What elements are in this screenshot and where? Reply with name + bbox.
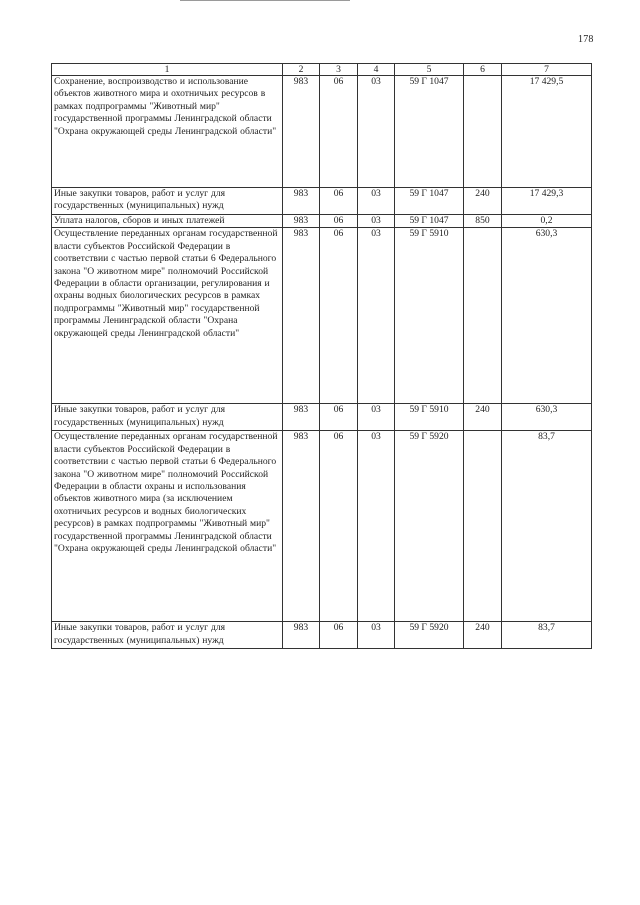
table-row: [52, 622, 592, 649]
row-ministry-code: 983: [283, 215, 320, 228]
row-name-text: Уплата налогов, сборов и иных платежей: [54, 215, 225, 226]
row-expense-type: 240: [464, 188, 502, 215]
row-expense-type: 850: [464, 215, 502, 228]
row-name-cell: [52, 188, 283, 215]
row-name-text: Осуществление переданных органам государственной власти субъектов Российской Федерации в соответствии с частью первой статьи 6 Федерального закона "О животном мире" полномочий Российской Федерации в области охраны и использования объектов животного мира (за исключением охотничьих ресурсов и водных биологических ресурсов) в рамках подпрограммы "Животный мир" государственной программы Ленинградской области "Охрана окружающей среды Ленинградской области": [54, 431, 278, 555]
row-subsection-code: 03: [358, 215, 395, 228]
row-amount: 17 429,5: [502, 76, 592, 188]
row-ministry-code: 983: [283, 404, 320, 431]
row-ministry-code: 983: [283, 228, 320, 404]
row-name-cell: [52, 431, 283, 622]
row-target-article: 59 Г 5910: [395, 228, 464, 404]
table-row: [52, 76, 592, 188]
row-target-article: 59 Г 1047: [395, 76, 464, 188]
row-name-text: Иные закупки товаров, работ и услуг для государственных (муниципальных) нужд: [54, 622, 226, 646]
table-header-row: [52, 64, 592, 76]
row-target-article: 59 Г 1047: [395, 188, 464, 215]
table-row: [52, 228, 592, 404]
budget-table: [51, 63, 592, 649]
row-name-text: Иные закупки товаров, работ и услуг для государственных (муниципальных) нужд: [54, 188, 226, 212]
row-name-text: Сохранение, воспроизводство и использование объектов животного мира и охотничьих ресурсов в рамках подпрограммы "Животный мир" государственной программы Ленинградской области "Охрана окружающей среды Ленинградской области": [54, 76, 277, 137]
row-amount: 630,3: [502, 228, 592, 404]
table-row: [52, 188, 592, 215]
row-section-code: 06: [320, 76, 358, 188]
table-row: [52, 431, 592, 622]
row-ministry-code: 983: [283, 76, 320, 188]
row-section-code: 06: [320, 228, 358, 404]
row-name-text: Осуществление переданных органам государственной власти субъектов Российской Федерации в соответствии с частью первой статьи 6 Федерального закона "О животном мире" полномочий Российской Федерации в области организации, регулирования и охраны водных биологических ресурсов в рамках подпрограммы "Животный мир" государственной программы Ленинградской области "Охрана окружающей среды Ленинградской области": [54, 228, 278, 339]
row-ministry-code: 983: [283, 431, 320, 622]
row-expense-type: 240: [464, 404, 502, 431]
row-target-article: 59 Г 5910: [395, 404, 464, 431]
row-subsection-code: 03: [358, 404, 395, 431]
row-expense-type: [464, 76, 502, 188]
page-number: 178: [578, 34, 594, 45]
row-name-cell: [52, 622, 283, 649]
row-name-cell: [52, 215, 283, 228]
header-cell-col4: 4: [358, 64, 395, 76]
row-section-code: 06: [320, 622, 358, 649]
row-name-cell: [52, 76, 283, 188]
row-section-code: 06: [320, 188, 358, 215]
row-expense-type: [464, 228, 502, 404]
header-cell-col6: 6: [464, 64, 502, 76]
row-amount: 83,7: [502, 622, 592, 649]
row-subsection-code: 03: [358, 431, 395, 622]
header-cell-col5: 5: [395, 64, 464, 76]
row-section-code: 06: [320, 431, 358, 622]
row-name-text: Иные закупки товаров, работ и услуг для государственных (муниципальных) нужд: [54, 404, 226, 428]
row-name-cell: [52, 228, 283, 404]
header-cell-col7: 7: [502, 64, 592, 76]
header-cell-col3: 3: [320, 64, 358, 76]
row-subsection-code: 03: [358, 188, 395, 215]
table-row: [52, 215, 592, 228]
row-section-code: 06: [320, 404, 358, 431]
row-ministry-code: 983: [283, 188, 320, 215]
row-amount: 630,3: [502, 404, 592, 431]
row-amount: 17 429,3: [502, 188, 592, 215]
row-subsection-code: 03: [358, 228, 395, 404]
row-subsection-code: 03: [358, 76, 395, 188]
scan-top-rule: [180, 0, 350, 1]
header-cell-col2: 2: [283, 64, 320, 76]
row-section-code: 06: [320, 215, 358, 228]
row-subsection-code: 03: [358, 622, 395, 649]
row-expense-type: 240: [464, 622, 502, 649]
row-amount: 0,2: [502, 215, 592, 228]
row-ministry-code: 983: [283, 622, 320, 649]
row-target-article: 59 Г 5920: [395, 431, 464, 622]
row-expense-type: [464, 431, 502, 622]
row-target-article: 59 Г 1047: [395, 215, 464, 228]
row-amount: 83,7: [502, 431, 592, 622]
header-cell-col1: 1: [52, 64, 283, 76]
row-target-article: 59 Г 5920: [395, 622, 464, 649]
table-row: [52, 404, 592, 431]
row-name-cell: [52, 404, 283, 431]
